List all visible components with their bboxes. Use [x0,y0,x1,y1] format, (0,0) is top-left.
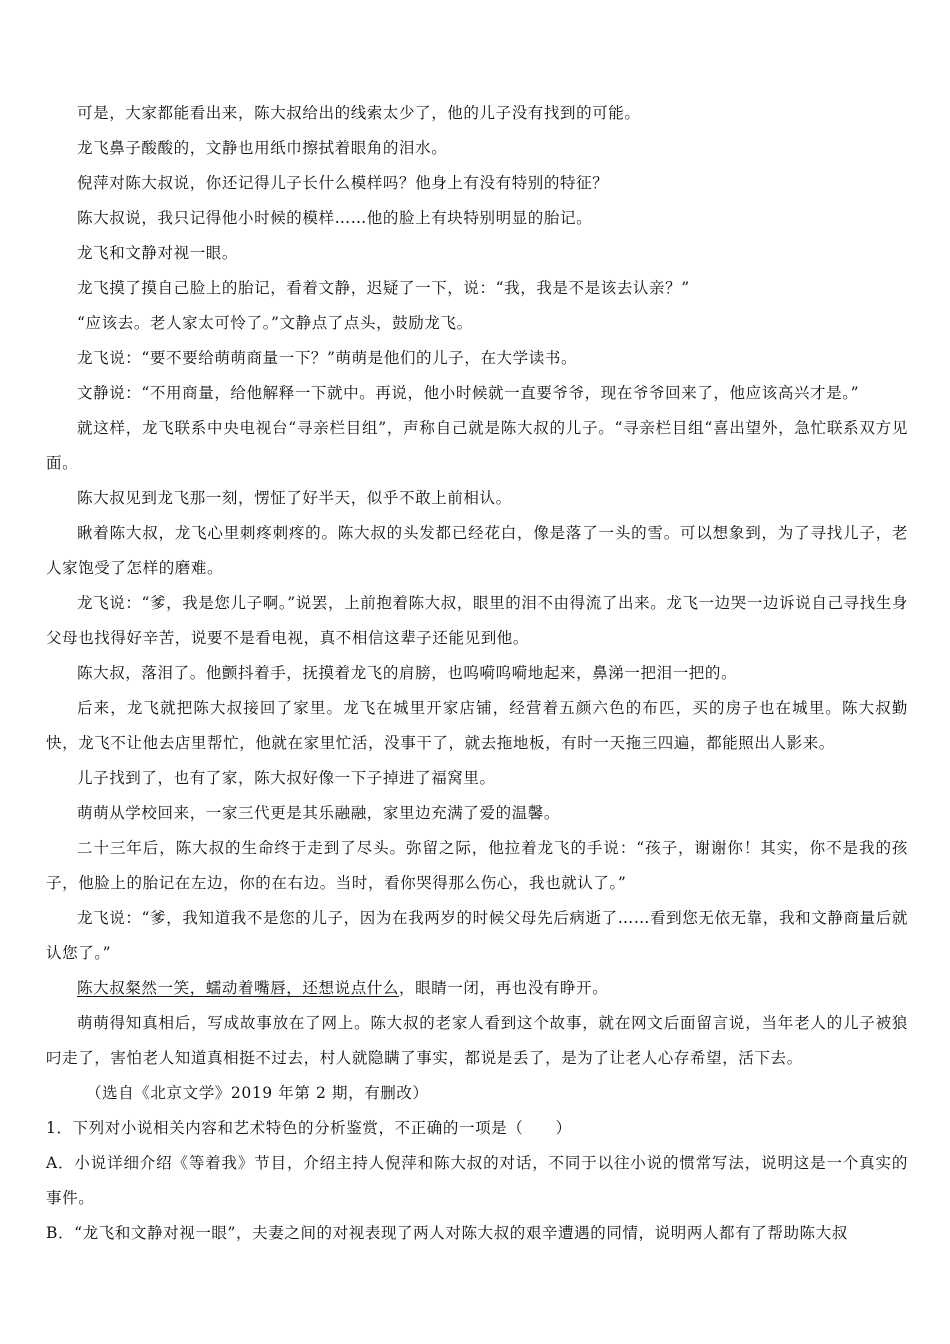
story-paragraph-last: 萌萌得知真相后，写成故事放在了网上。陈大叔的老家人看到这个故事，就在网文后面留言说，当年老人的儿子被狼叼走了，害怕老人知道真相挺不过去，村人就隐瞒了事实，都说是丢了，是为了让老人心存希望，活下去。 [46,1014,908,1067]
underlined-sentence: 陈大叔粲然一笑，蠕动着嘴唇，还想说点什么 [77,979,400,997]
document-page [46,96,908,1251]
story-paragraph-10: 就这样，龙飞联系中央电视台“寻亲栏目组”，声称自己就是陈大叔的儿子。“寻亲栏目组“喜出望外，急忙联系双方见面。 [46,419,908,472]
story-paragraph-7: “应该去。老人家太可怜了。”文静点了点头，鼓励龙飞。 [77,314,473,332]
story-paragraph-5: 龙飞和文静对视一眼。 [77,244,239,262]
story-paragraph-underlined [46,971,908,1006]
question-stem: 1．下列对小说相关内容和艺术特色的分析鉴赏，不正确的一项是（ ） [46,1119,572,1137]
underlined-sentence-rest: ，眼睛一闭，再也没有睁开。 [399,979,609,997]
story-paragraph-3: 倪萍对陈大叔说，你还记得儿子长什么模样吗？他身上有没有特别的特征？ [77,174,609,192]
story-paragraph-1: 可是，大家都能看出来，陈大叔给出的线索太少了，他的儿子没有找到的可能。 [77,104,641,122]
story-paragraph-13: 龙飞说：“爹，我是您儿子啊。”说罢，上前抱着陈大叔，眼里的泪不由得流了出来。龙飞一边哭一边诉说自己寻找生身父母也找得好辛苦，说要不是看电视，真不相信这辈子还能见到他。 [46,594,908,647]
story-paragraph-6: 龙飞摸了摸自己脸上的胎记，看着文静，迟疑了一下，说：“我，我是不是该去认亲？” [77,279,690,297]
question-option-b: B．“龙飞和文静对视一眼”，夫妻之间的对视表现了两人对陈大叔的艰辛遭遇的同情，说明两人都有了帮助陈大叔 [46,1224,848,1242]
story-paragraph-2: 龙飞鼻子酸酸的，文静也用纸巾擦拭着眼角的泪水。 [77,139,448,157]
story-paragraph-17: 萌萌从学校回来，一家三代更是其乐融融，家里边充满了爱的温馨。 [77,804,561,822]
story-paragraph-4: 陈大叔说，我只记得他小时候的模样……他的脸上有块特别明显的胎记。 [77,209,593,227]
story-paragraph-14: 陈大叔，落泪了。他颤抖着手，抚摸着龙飞的肩膀，也呜嗬呜嗬地起来，鼻涕一把泪一把的。 [77,664,738,682]
story-paragraph-12: 瞅着陈大叔，龙飞心里刺疼刺疼的。陈大叔的头发都已经花白，像是落了一头的雪。可以想象到，为了寻找儿子，老人家饱受了怎样的磨难。 [46,524,908,577]
story-paragraph-8: 龙飞说：“要不要给萌萌商量一下？”萌萌是他们的儿子，在大学读书。 [77,349,578,367]
source-citation: （选自《北京文学》2019 年第 2 期，有删改） [86,1084,429,1102]
story-paragraph-15: 后来，龙飞就把陈大叔接回了家里。龙飞在城里开家店铺，经营着五颜六色的布匹，买的房子也在城里。陈大叔勤快，龙飞不让他去店里帮忙，他就在家里忙活，没事干了，就去拖地板，有时一天拖三四遍，都能照出人影来。 [46,699,908,752]
story-paragraph-16: 儿子找到了，也有了家，陈大叔好像一下子掉进了福窝里。 [77,769,496,787]
story-paragraph-19: 龙飞说：“爹，我知道我不是您的儿子，因为在我两岁的时候父母先后病逝了……看到您无依无靠，我和文静商量后就认您了。” [46,909,908,962]
story-paragraph-9: 文静说：“不用商量，给他解释一下就中。再说，他小时候就一直要爷爷，现在爷爷回来了，他应该高兴才是。” [77,384,860,402]
story-paragraph-11: 陈大叔见到龙飞那一刻，愣怔了好半天，似乎不敢上前相认。 [77,489,512,507]
story-paragraph-18: 二十三年后，陈大叔的生命终于走到了尽头。弥留之际，他拉着龙飞的手说：“孩子，谢谢你！其实，你不是我的孩子，他脸上的胎记在左边，你的在右边。当时，看你哭得那么伤心，我也就认了。” [46,839,908,892]
question-option-a: A．小说详细介绍《等着我》节目，介绍主持人倪萍和陈大叔的对话，不同于以往小说的惯常写法，说明这是一个真实的事件。 [46,1154,908,1207]
